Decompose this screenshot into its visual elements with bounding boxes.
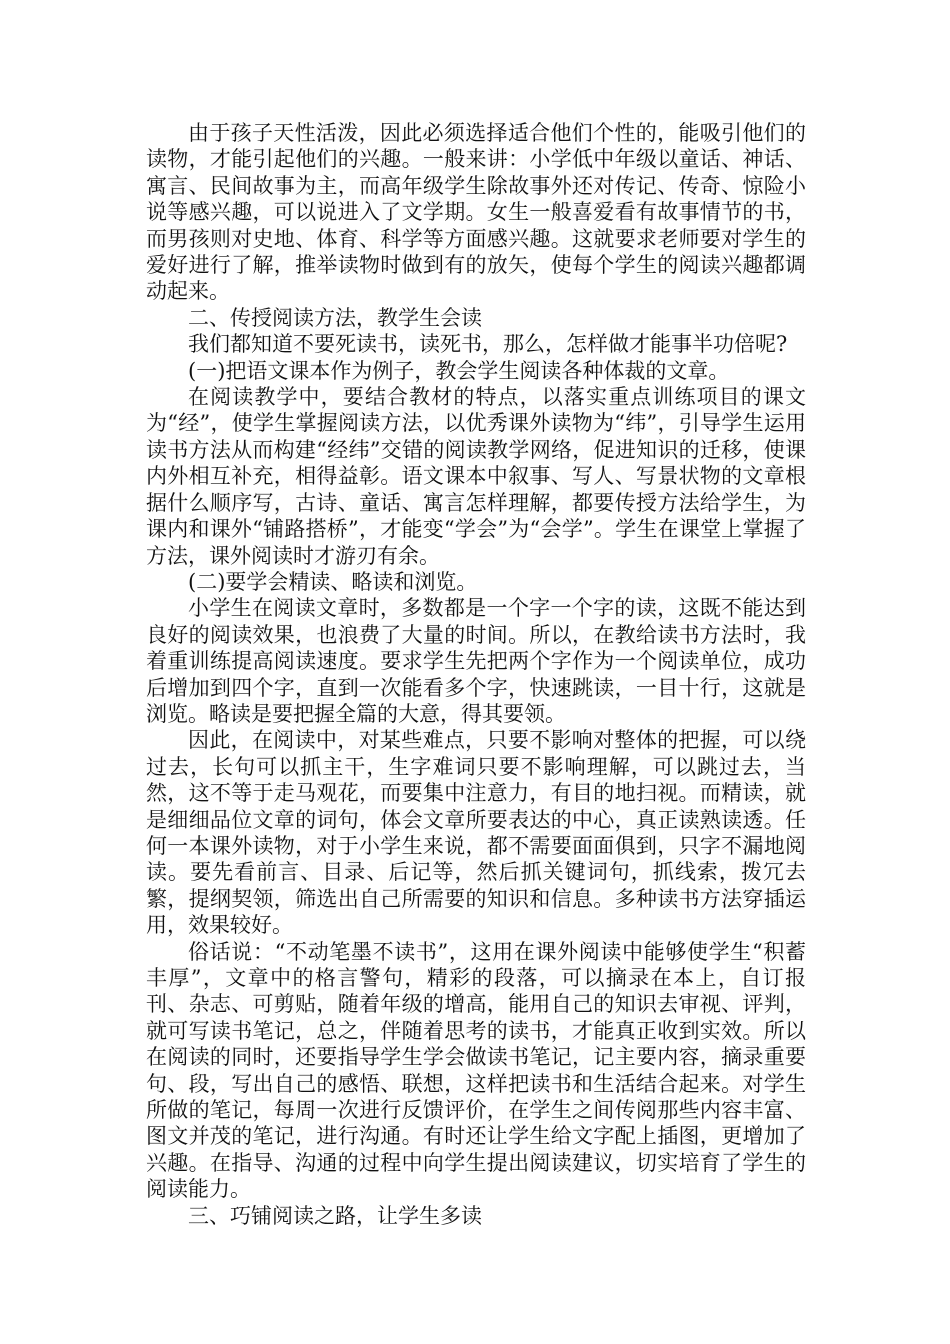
paragraph-interest-by-age: 由于孩子天性活泼，因此必须选择适合他们个性的，能吸引他们的读物，才能引起他们的兴趣。一般来讲：小学低中年级以童话、神话、寓言、民间故事为主，而高年级学生除故事外还对传记、传奇、惊险小说等感兴趣，可以说进入了文学期。女生一般喜爱看有故事情节的书，而男孩则对史地、体育、科学等方面感兴趣。这就要求老师要对学生的爱好进行了解，推举读物时做到有的放矢，使每个学生的阅读兴趣都调动起来。 — [146, 121, 806, 304]
paragraph-reading-method-intro: 我们都知道不要死读书，读死书，那么，怎样做才能事半功倍呢? — [188, 332, 788, 357]
subheading-2: (二)要学会精读、略读和浏览。 — [188, 569, 478, 594]
paragraph-intensive-reading: 因此，在阅读中，对某些难点，只要不影响对整体的把握，可以绕过去，长句可以抓主干，生字难词只要不影响理解，可以跳过去，当然，这不等于走马观花，而要集中注意力，有目的地扫视。而精读，就是细细品位文章的词句，体会文章所要表达的中心，真正读熟读透。任何一本课外读物，对于小学生来说，都不需要面面俱到，只字不漏地阅读。要先看前言、目录、后记等，然后抓关键词句，抓线索，拨冗去繁，提纲契领，筛选出自己所需要的知识和信息。多种读书方法穿插运用，效果较好。 — [146, 728, 806, 938]
paragraph-textbook-example: 在阅读教学中，要结合教材的特点，以落实重点训练项目的课文为“经”，使学生掌握阅读方法，以优秀课外读物为“纬”，引导学生运用读书方法从而构建“经纬”交错的阅读教学网络，促进知识的迁移，使课内外相互补充，相得益彰。语文课本中叙事、写人、写景状物的文章根据什么顺序写，古诗、童话、寓言怎样理解，都要传授方法给学生，为课内和课外“铺路搭桥”，才能变“学会”为“会学”。学生在课堂上掌握了方法，课外阅读时才游刃有余。 — [146, 385, 806, 568]
section-heading-3: 三、巧铺阅读之路，让学生多读 — [188, 1203, 482, 1228]
paragraph-skim-reading: 小学生在阅读文章时，多数都是一个字一个字的读，这既不能达到良好的阅读效果，也浪费了大量的时间。所以，在教给读书方法时，我着重训练提高阅读速度。要求学生先把两个字作为一个阅读单位，成功后增加到四个字，直到一次能看多个字，快速跳读，一目十行，这就是浏览。略读是要把握全篇的大意，得其要领。 — [146, 596, 806, 726]
document-body — [146, 120, 806, 1229]
paragraph-reading-notes: 俗话说：“不动笔墨不读书”，这用在课外阅读中能够使学生“积蓄丰厚”，文章中的格言警句，精彩的段落，可以摘录在本上，自订报刊、杂志、可剪贴，随着年级的增高，能用自己的知识去审视、评判，就可写读书笔记，总之，伴随着思考的读书，才能真正收到实效。所以在阅读的同时，还要指导学生学会做读书笔记，记主要内容，摘录重要句、段，写出自己的感悟、联想，这样把读书和生活结合起来。对学生所做的笔记，每周一次进行反馈评价，在学生之间传阅那些内容丰富、图文并茂的笔记，进行沟通。有时还让学生给文字配上插图，更增加了兴趣。在指导、沟通的过程中向学生提出阅读建议，切实培育了学生的阅读能力。 — [146, 939, 806, 1202]
section-heading-2: 二、传授阅读方法，教学生会读 — [188, 305, 482, 330]
subheading-1: (一)把语文课本作为例子，教会学生阅读各种体裁的文章。 — [188, 358, 730, 383]
